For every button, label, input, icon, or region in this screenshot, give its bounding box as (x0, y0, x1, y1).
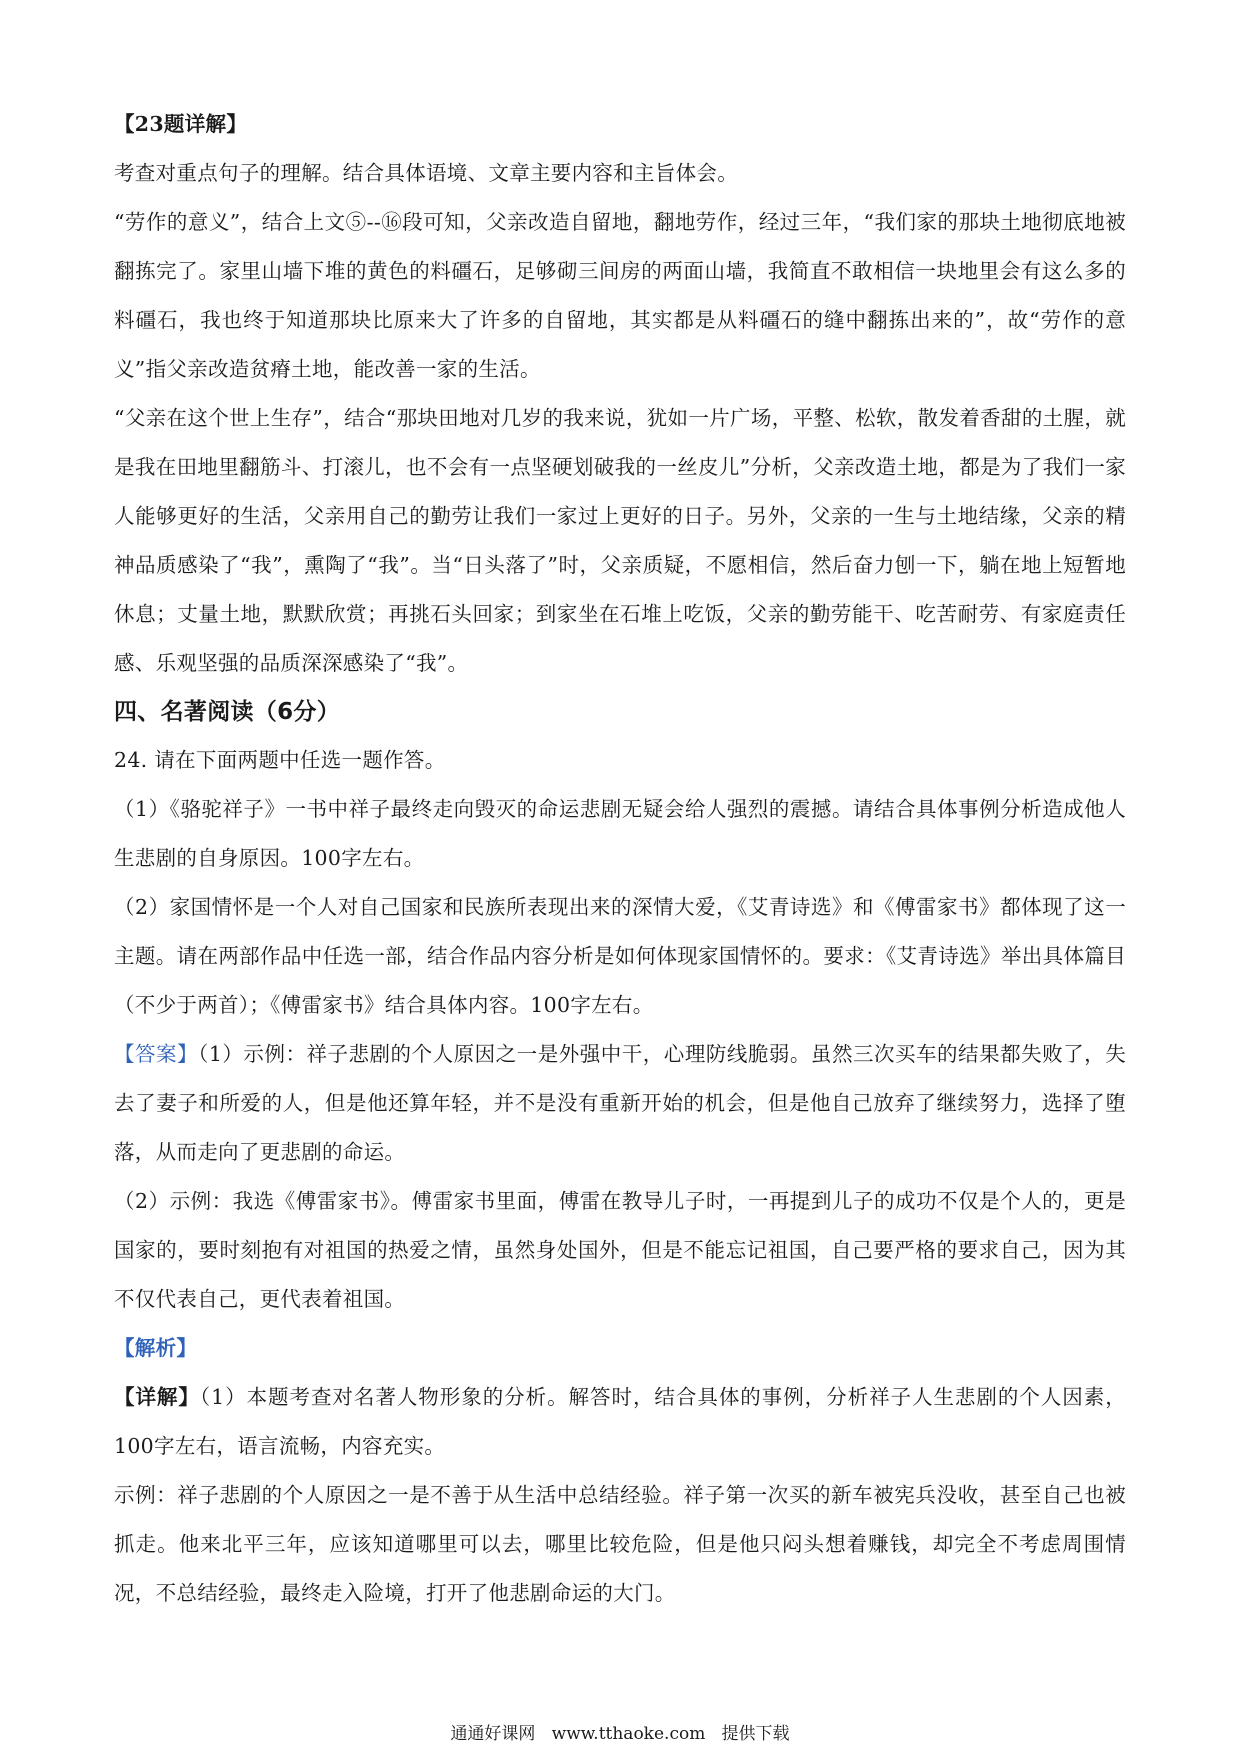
footer-site-name: 通通好课网 (450, 1724, 536, 1744)
page-footer (0, 1722, 1240, 1746)
q24-option-2: （2）家国情怀是一个人对自己国家和民族所表现出来的深情大爱，《艾青诗选》和《傅雷家书》都体现了这一主题。请在两部作品中任选一部，结合作品内容分析是如何体现家国情怀的。要求：《艾青诗选》举出具体篇目（不少于两首）；《傅雷家书》结合具体内容。100字左右。 (114, 895, 1126, 1017)
q24-option-1: （1）《骆驼祥子》一书中祥子最终走向毁灭的命运悲剧无疑会给人强烈的震撼。请结合具体事例分析造成他人生悲剧的自身原因。100字左右。 (114, 797, 1126, 870)
q23-intro: 考查对重点句子的理解。结合具体语境、文章主要内容和主旨体会。 (114, 161, 738, 185)
analysis-label: 【解析】 (114, 1336, 198, 1360)
section-title-classics-reading: 四、名著阅读（6分） (114, 699, 341, 725)
q24-answer-1 (114, 1030, 1126, 1177)
q24-detail-1 (114, 1373, 1126, 1471)
q23-paragraph-labor-meaning: “劳作的意义”，结合上文⑤--⑯段可知，父亲改造自留地，翻地劳作，经过三年，“我们家的那块土地彻底地被翻拣完了。家里山墙下堆的黄色的料礓石，足够砌三间房的两面山墙，我简直不敢相信一块地里会有这么多的料礓石，我也终于知道那块比原来大了许多的自留地，其实都是从料礓石的缝中翻拣出来的”，故“劳作的意义”指父亲改造贫瘠土地，能改善一家的生活。 (114, 210, 1126, 381)
q24-answer-2: （2）示例：我选《傅雷家书》。傅雷家书里面，傅雷在教导儿子时，一再提到儿子的成功不仅是个人的，更是国家的，要时刻抱有对祖国的热爱之情，虽然身处国外，但是不能忘记祖国，自己要严格的要求自己，因为其不仅代表自己，更代表着祖国。 (114, 1189, 1126, 1311)
footer-suffix: 提供下载 (721, 1724, 790, 1744)
document-body (114, 100, 1126, 1618)
answer-1-text: （1）示例：祥子悲剧的个人原因之一是外强中干，心理防线脆弱。虽然三次买车的结果都失败了，失去了妻子和所爱的人，但是他还算年轻，并不是没有重新开始的机会，但是他自己放弃了继续努力，选择了堕落，从而走向了更悲剧的命运。 (114, 1042, 1126, 1164)
q24-stem: 24. 请在下面两题中任选一题作答。 (114, 748, 446, 772)
detail-1-text: （1）本题考查对名著人物形象的分析。解答时，结合具体的事例，分析祥子人生悲剧的个人因素，100字左右，语言流畅，内容充实。 (114, 1385, 1126, 1458)
q24-example: 示例：祥子悲剧的个人原因之一是不善于从生活中总结经验。祥子第一次买的新车被宪兵没收，甚至自己也被抓走。他来北平三年，应该知道哪里可以去，哪里比较危险，但是他只闷头想着赚钱，却完全不考虑周围情况，不总结经验，最终走入险境，打开了他悲剧命运的大门。 (114, 1483, 1126, 1605)
q23-heading: 【23题详解】 (114, 112, 248, 136)
q23-paragraph-father-survival: “父亲在这个世上生存”，结合“那块田地对几岁的我来说，犹如一片广场，平整、松软，散发着香甜的土腥，就是我在田地里翻筋斗、打滚儿，也不会有一点坚硬划破我的一丝皮儿”分析，父亲改造土地，都是为了我们一家人能够更好的生活，父亲用自己的勤劳让我们一家过上更好的日子。另外，父亲的一生与土地结缘，父亲的精神品质感染了“我”，熏陶了“我”。当“日头落了”时，父亲质疑，不愿相信，然后奋力刨一下，躺在地上短暂地休息；丈量土地，默默欣赏；再挑石头回家；到家坐在石堆上吃饭，父亲的勤劳能干、吃苦耐劳、有家庭责任感、乐观坚强的品质深深感染了“我”。 (114, 406, 1126, 675)
detail-label: 【详解】 (114, 1385, 200, 1409)
answer-label: 【答案】 (114, 1042, 199, 1066)
footer-url[interactable]: www.tthaoke.com (551, 1724, 706, 1744)
